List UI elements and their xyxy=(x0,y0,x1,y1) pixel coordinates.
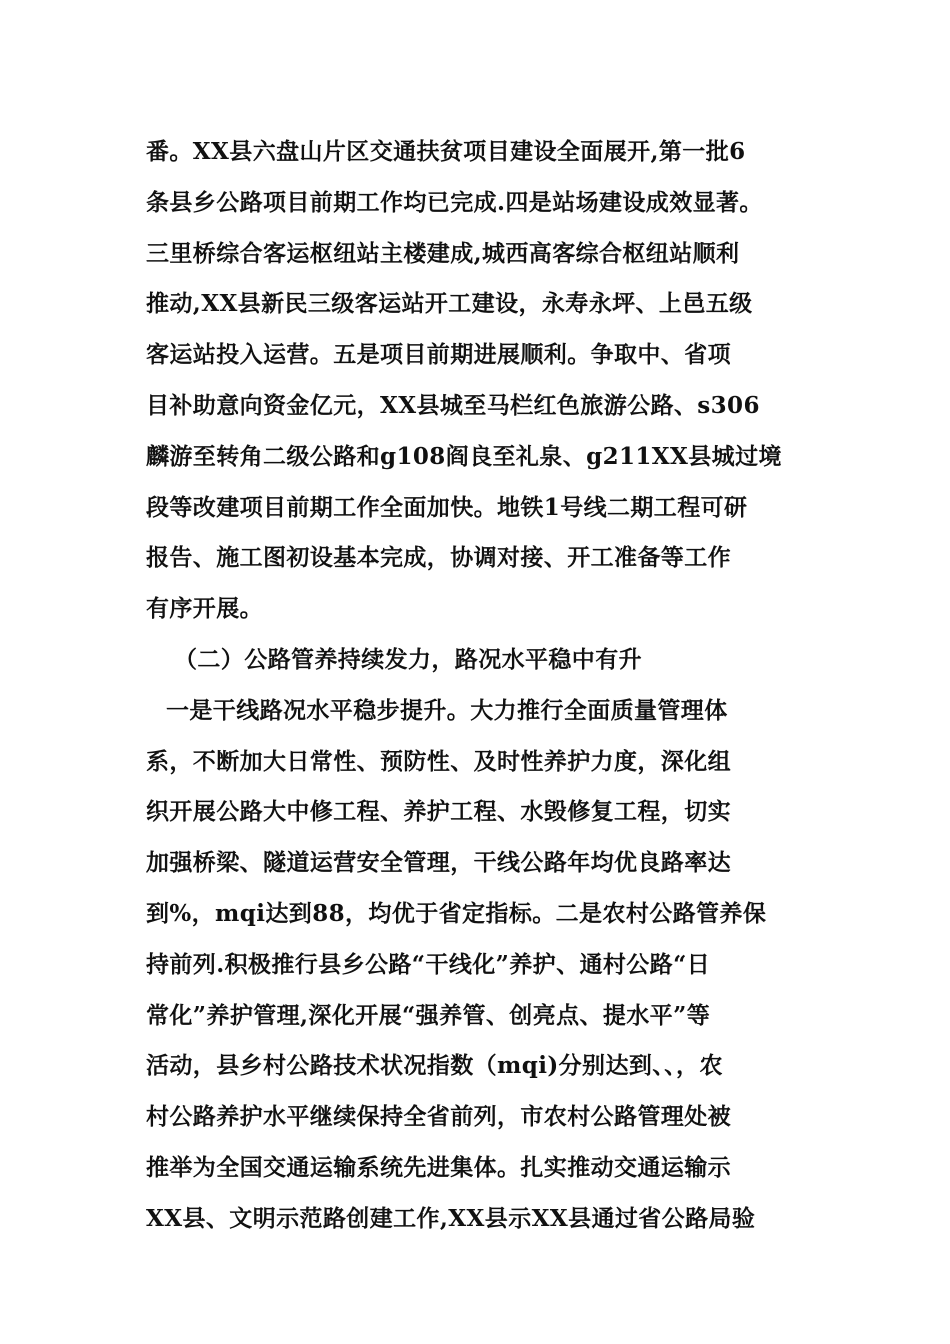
text-line: 三里桥综合客运枢纽站主楼建成,城西高客综合枢纽站顺利 xyxy=(146,239,740,267)
text-line: 织开展公路大中修工程、养护工程、水毁修复工程，切实 xyxy=(146,798,731,826)
text-line: 活动，县乡村公路技术状况指数（mqi)分别达到、、，农 xyxy=(146,1052,723,1080)
document-body xyxy=(146,127,846,1245)
text-line: 番。XX县六盘山片区交通扶贫项目建设全面展开,第一批6 xyxy=(146,138,746,165)
text-line: 加强桥梁、隧道运营安全管理，干线公路年均优良路率达 xyxy=(146,849,731,877)
text-line: 客运站投入运营。五是项目前期进展顺利。争取中、省项 xyxy=(146,341,731,369)
text-line: 村公路养护水平继续保持全省前列，市农村公路管理处被 xyxy=(146,1103,731,1131)
text-line: 到%，mqi达到88，均优于省定指标。二是农村公路管养保 xyxy=(146,899,767,927)
text-line: 常化”养护管理,深化开展“强养管、创亮点、提水平”等 xyxy=(146,1001,711,1029)
section-heading: （二）公路管养持续发力，路况水平稳中有升 xyxy=(174,645,642,673)
text-line: 条县乡公路项目前期工作均已完成.四是站场建设成效显著。 xyxy=(146,188,763,216)
text-line: 推动,XX县新民三级客运站开工建设，永寿永坪、上邑五级 xyxy=(146,290,753,318)
text-line: 目补助意向资金亿元，XX县城至马栏红色旅游公路、s306 xyxy=(146,391,760,419)
text-line: 持前列.积极推行县乡公路“干线化”养护、通村公路“日 xyxy=(146,950,711,978)
text-line: 报告、施工图初设基本完成，协调对接、开工准备等工作 xyxy=(146,544,731,572)
text-line: 段等改建项目前期工作全面加快。地铁1号线二期工程可研 xyxy=(146,493,748,521)
text-line: 推举为全国交通运输系统先进集体。扎实推动交通运输示 xyxy=(146,1153,731,1181)
text-line: XX县、文明示范路创建工作,XX县示XX县通过省公路局验 xyxy=(146,1204,756,1232)
text-line: 麟游至转角二级公路和g108阎良至礼泉、g211XX县城过境 xyxy=(146,442,782,470)
text-line: 有序开展。 xyxy=(146,595,263,623)
paragraph-first-line: 一是干线路况水平稳步提升。大力推行全面质量管理体 xyxy=(166,696,728,724)
text-line: 系，不断加大日常性、预防性、及时性养护力度，深化组 xyxy=(146,747,731,775)
